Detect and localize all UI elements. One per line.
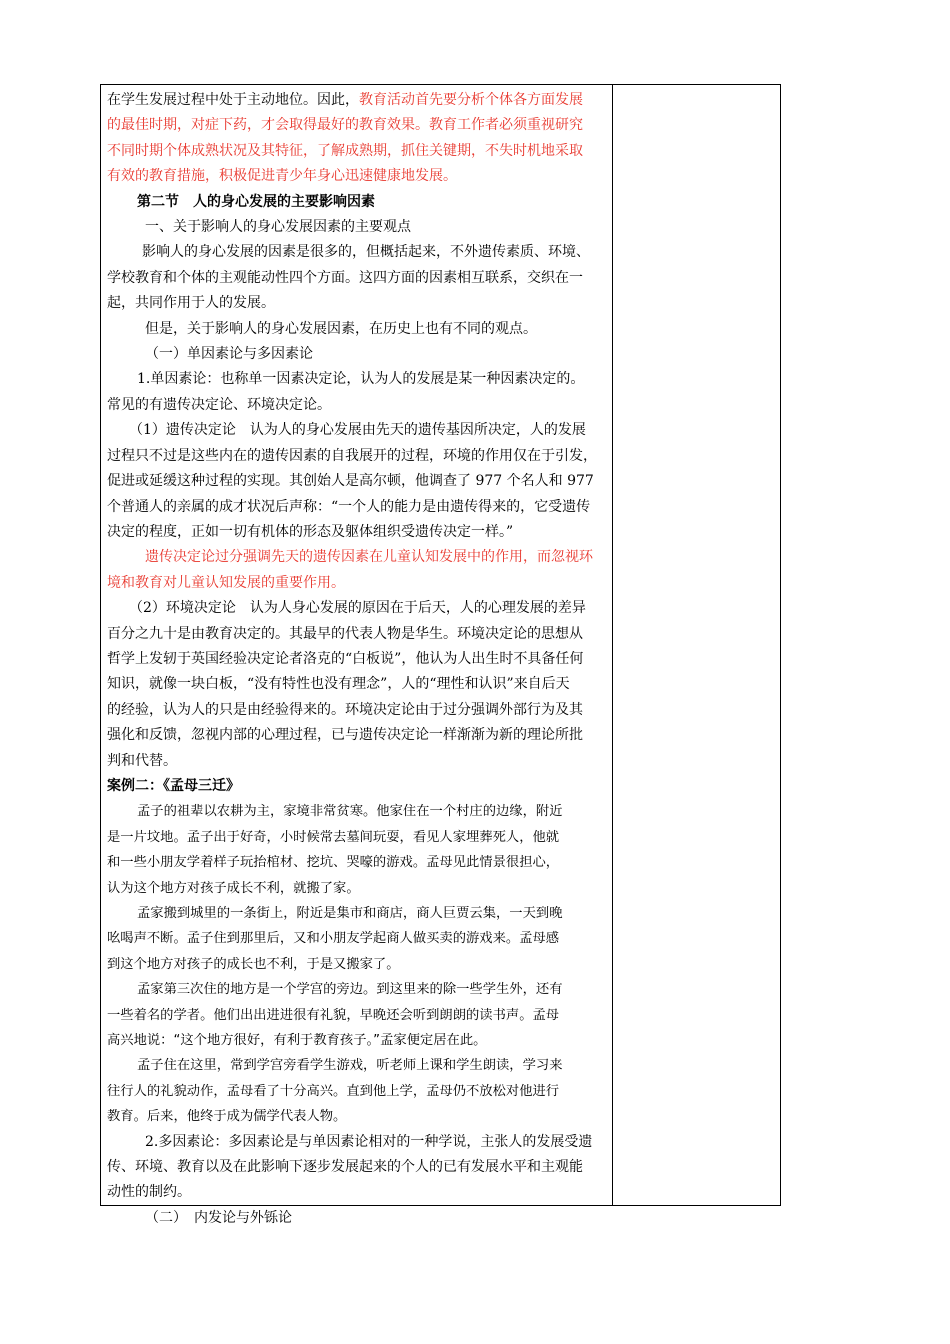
text-line: 境和教育对儿童认知发展的重要作用。 — [107, 574, 345, 591]
text-line: 的最佳时期，对症下药，才会取得最好的教育效果。教育工作者必须重视研究 — [107, 117, 583, 134]
text-line — [107, 88, 607, 113]
text-line: 百分之九十是由教育决定的。其最早的代表人物是华生。环境决定论的思想从 — [107, 625, 583, 642]
text-line: 过程只不过是这些内在的遗传因素的自我展开的过程，环境的作用仅在于引发， — [107, 447, 597, 464]
text-line: 动性的制约。 — [107, 1184, 191, 1201]
text-line: （一）单因素论与多因素论 — [145, 346, 313, 363]
case-story-line: 高兴地说：“这个地方很好，有利于教育孩子。”孟家便定居在此。 — [107, 1033, 487, 1049]
text-line: 的经验，认为人的只是由经验得来的。环境决定论由于过分强调外部行为及其 — [107, 701, 583, 718]
notes-cell — [613, 85, 780, 1205]
text-line: 2.多因素论：多因素论是与单因素论相对的一种学说，主张人的发展受遗 — [145, 1133, 593, 1150]
text-line: 促进或延缓这种过程的实现。其创始人是高尔顿，他调查了 977 个名人和 977 — [107, 473, 594, 490]
text-line: 知识，就像一块白板，“没有特性也没有理念”，人的“理性和认识”来自后天 — [107, 676, 570, 693]
text-line: 强化和反馈，忽视内部的心理过程，已与遗传决定论一样渐渐为新的理论所批 — [107, 727, 583, 744]
heading-line: 第二节 人的身心发展的主要影响因素 — [137, 193, 375, 210]
case-story-line: 孟家第三次住的地方是一个学宫的旁边。到这里来的除一些学生外，还有 — [137, 982, 563, 998]
case-story-line: 教育。后来，他终于成为儒学代表人物。 — [107, 1109, 347, 1125]
case-story-line: 认为这个地方对孩子成长不利，就搬了家。 — [107, 880, 360, 896]
text-line: 个普通人的亲属的成才状况后声称：“一个人的能力是由遗传得来的，它受遗传 — [107, 498, 591, 515]
case-story-line: 吆喝声不断。孟子住到那里后，又和小朋友学起商人做买卖的游戏来。孟母感 — [107, 931, 560, 947]
text-span: 教育活动首先要分析个体各方面发展 — [359, 92, 583, 108]
case-story-line: 到这个地方对孩子的成长也不利，于是又搬家了。 — [107, 956, 400, 972]
heading-line: 案例二：《孟母三迁》 — [107, 777, 240, 794]
case-story-line: 一些着名的学者。他们出出进进很有礼貌，早晚还会听到朗朗的读书声。孟母 — [107, 1007, 560, 1023]
case-story-line: 孟子的祖辈以农耕为主，家境非常贫寒。他家住在一个村庄的边缘，附近 — [137, 804, 563, 820]
text-line: 遗传决定论过分强调先天的遗传因素在儿童认知发展中的作用，而忽视环 — [145, 549, 593, 566]
case-story-line: 和一些小朋友学着样子玩抬棺材、挖坑、哭嚎的游戏。孟母见此情景很担心， — [107, 855, 560, 871]
text-line: 1.单因素论：也称单一因素决定论，认为人的发展是某一种因素决定的。 — [137, 371, 585, 388]
text-line: 常见的有遗传决定论、环境决定论。 — [107, 396, 331, 413]
text-line: 学校教育和个体的主观能动性四个方面。这四方面的因素相互联系，交织在一 — [107, 269, 583, 286]
text-line: （1）遗传决定论 认为人的身心发展由先天的遗传基因所决定，人的发展 — [129, 422, 586, 439]
text-line: 判和代替。 — [107, 752, 177, 769]
text-line: 决定的程度，正如一切有机体的形态及躯体组织受遗传决定一样。” — [107, 523, 514, 540]
case-story-line: 孟家搬到城里的一条街上，附近是集市和商店，商人巨贾云集，一天到晚 — [137, 906, 563, 921]
text-line: 有效的教育措施，积极促进青少年身心迅速健康地发展。 — [107, 168, 457, 185]
content-table — [100, 84, 781, 1226]
text-line: （2）环境决定论 认为人身心发展的原因在于后天，人的心理发展的差异 — [129, 600, 586, 617]
case-story-line: 孟子住在这里，常到学宫旁看学生游戏，听老师上课和学生朗读，学习来 — [137, 1058, 563, 1074]
text-line: 但是，关于影响人的身心发展因素，在历史上也有不同的观点。 — [145, 320, 537, 337]
text-line: 起，共同作用于人的发展。 — [107, 295, 275, 312]
text-span: 在学生发展过程中处于主动地位。因此， — [107, 92, 359, 108]
text-line: （二） 内发论与外铄论 — [145, 1209, 292, 1226]
main-content-cell — [107, 88, 607, 1231]
text-line: 影响人的身心发展的因素是很多的，但概括起来，不外遗传素质、环境、 — [142, 244, 590, 261]
text-line: 不同时期个体成熟状况及其特征，了解成熟期，抓住关键期，不失时机地采取 — [107, 142, 583, 159]
case-story-line: 是一片坟地。孟子出于好奇，小时候常去墓间玩耍，看见人家埋葬死人，他就 — [107, 829, 560, 845]
text-line: 哲学上发轫于英国经验决定论者洛克的“白板说”，他认为人出生时不具备任何 — [107, 650, 584, 667]
text-line: 传、环境、教育以及在此影响下逐步发展起来的个人的已有发展水平和主观能 — [107, 1159, 583, 1176]
text-line: 一、关于影响人的身心发展因素的主要观点 — [145, 219, 411, 236]
case-story-line: 往行人的礼貌动作，孟母看了十分高兴。直到他上学，孟母仍不放松对他进行 — [107, 1083, 560, 1099]
